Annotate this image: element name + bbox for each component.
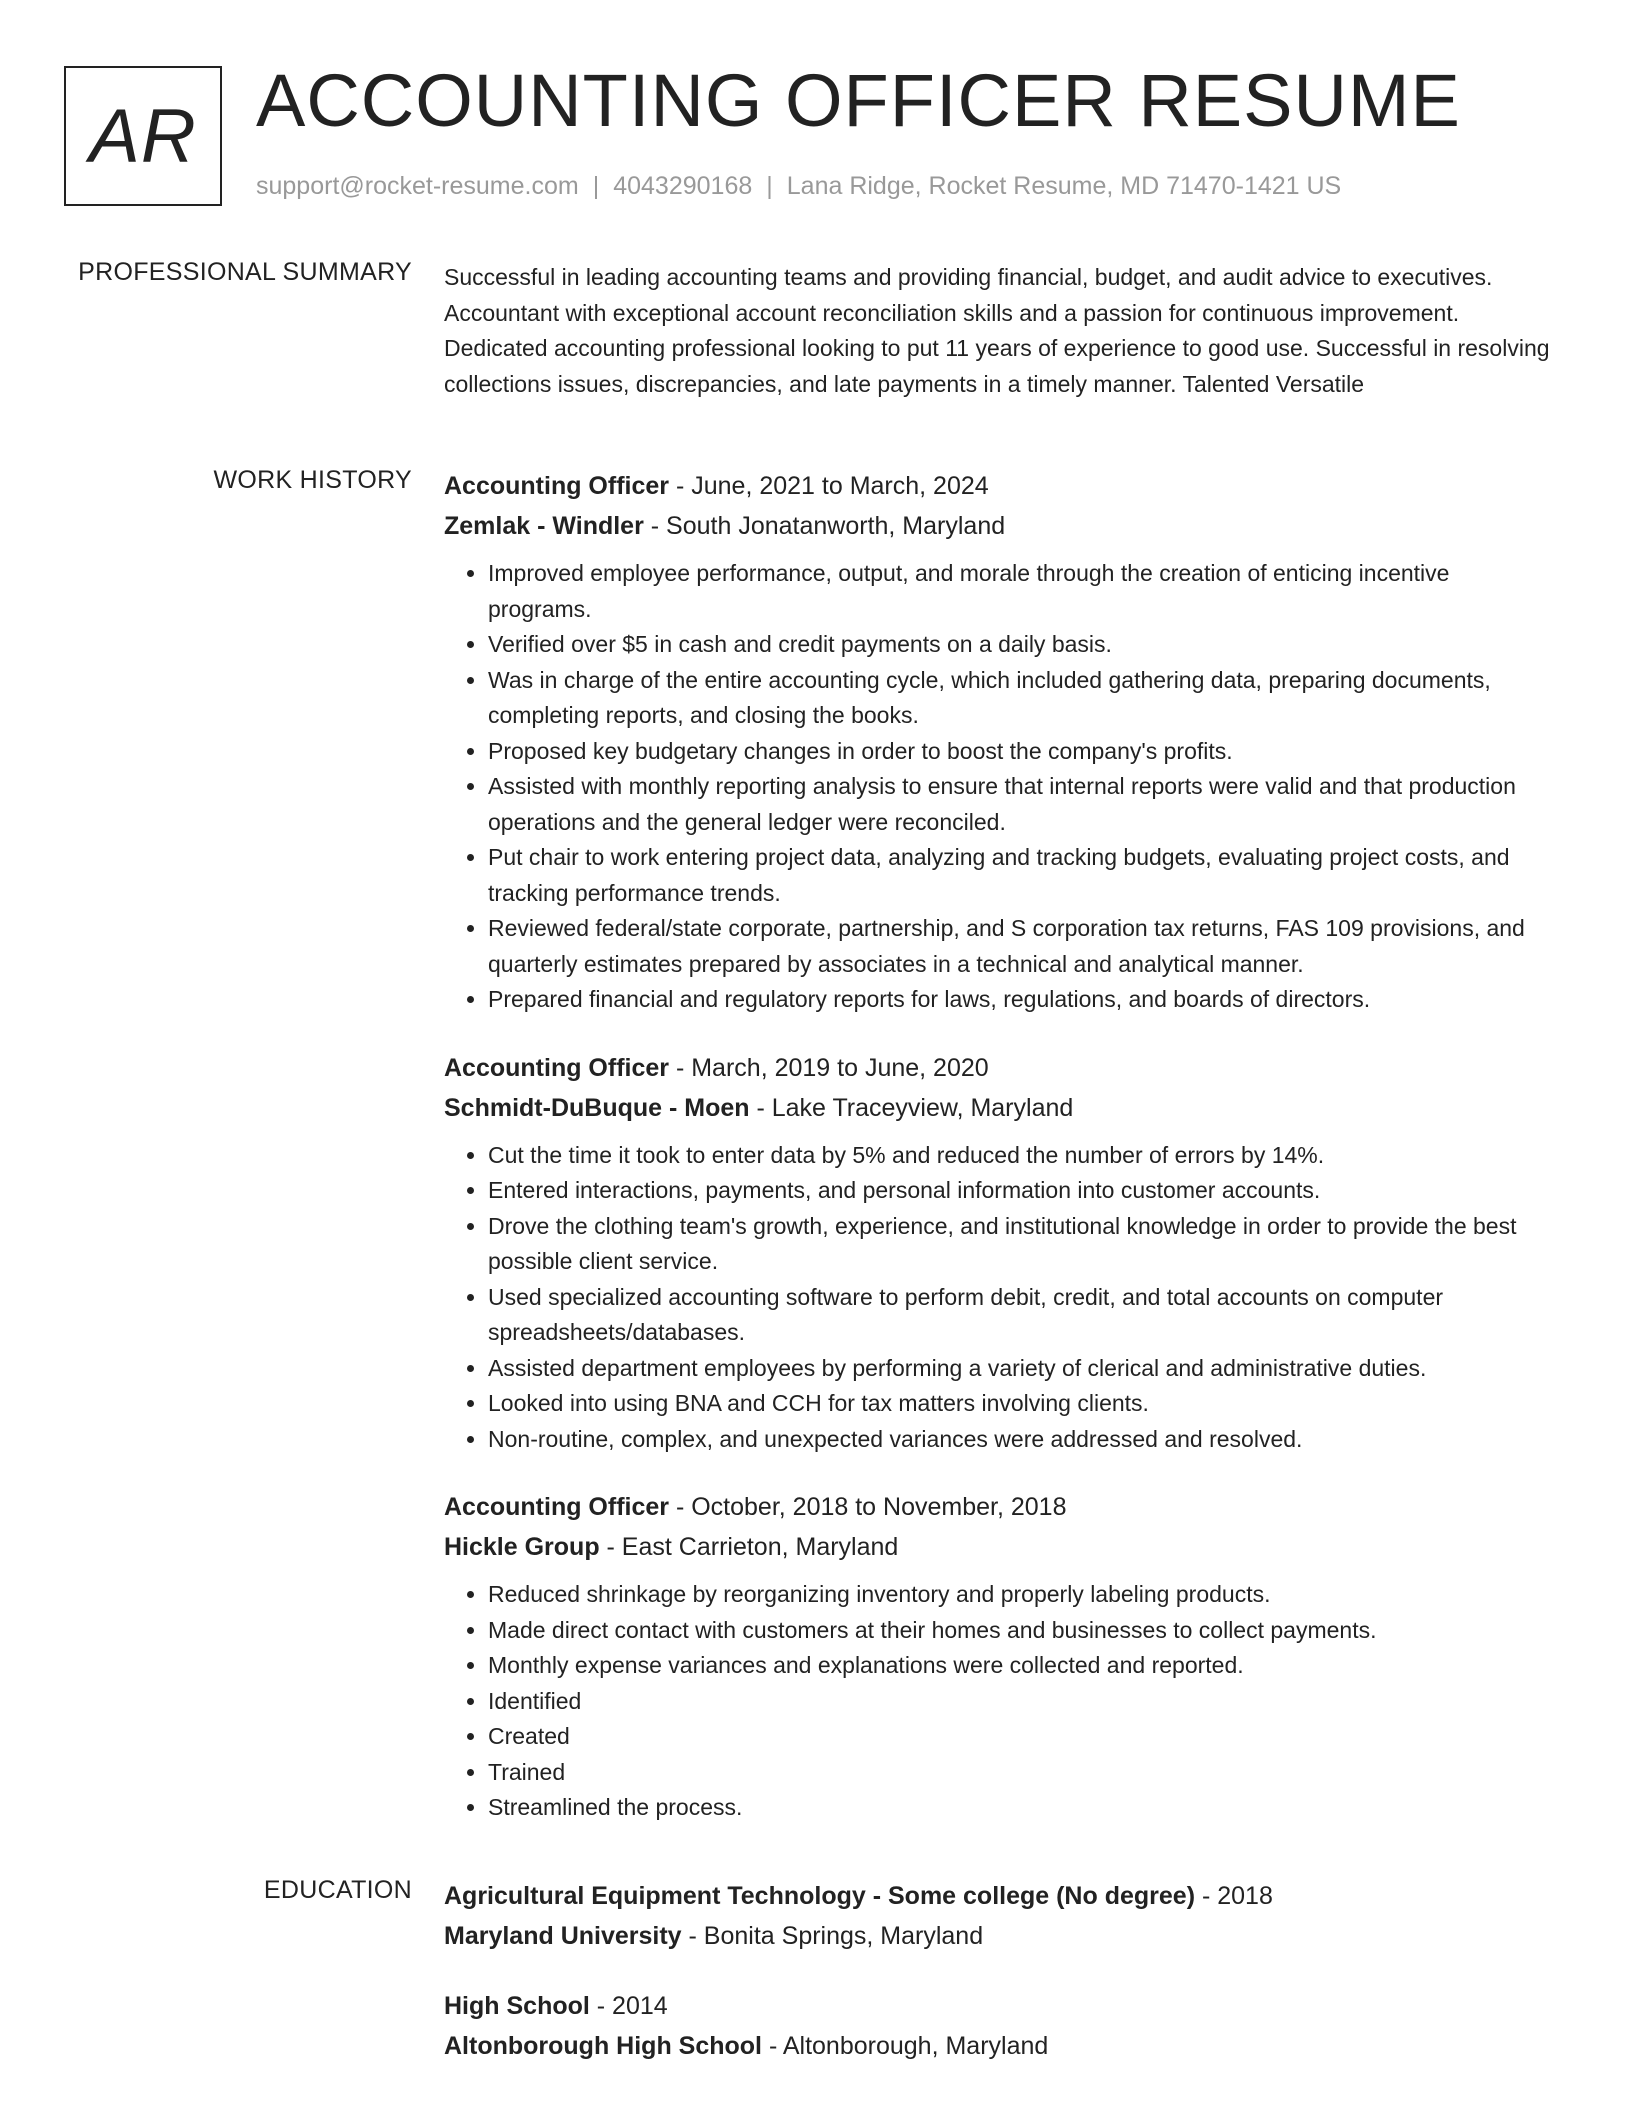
job-title: Accounting Officer xyxy=(444,1053,670,1082)
job-bullet: • Entered interactions, payments, and personal information into customer accounts. xyxy=(488,1173,1556,1209)
education-degree: Agricultural Equipment Technology - Some college (No degree) xyxy=(444,1882,1196,1910)
job-bullet: • Improved employee performance, output, and morale through the creation of enticing incentive programs. xyxy=(488,556,1556,627)
education-degree: High School xyxy=(444,1992,590,2020)
job-title: Accounting Officer xyxy=(444,472,670,500)
job-dates: - March, 2019 to June, 2020 xyxy=(669,1053,989,1082)
job-entry xyxy=(444,1487,1556,1826)
job-bullet: • Monthly expense variances and explanations were collected and reported. xyxy=(488,1648,1556,1684)
job-title-line xyxy=(444,466,1556,506)
job-bullet: • Reduced shrinkage by reorganizing inventory and properly labeling products. xyxy=(488,1577,1556,1613)
job-company: Zemlak - Windler xyxy=(444,512,644,540)
job-bullet: • Made direct contact with customers at their homes and businesses to collect payments. xyxy=(488,1613,1556,1649)
education-degree-line xyxy=(444,1876,1556,1916)
education-entry xyxy=(444,1986,1556,2066)
job-bullet: • Assisted department employees by performing a variety of clerical and administrative duties. xyxy=(488,1351,1556,1387)
monogram-logo: AR xyxy=(64,66,222,206)
contact-email: support@rocket-resume.com xyxy=(256,172,579,200)
section-label-education: EDUCATION xyxy=(263,1876,412,1904)
education-school-line xyxy=(444,2026,1556,2066)
section-label-work-history: WORK HISTORY xyxy=(213,466,412,494)
job-bullet: • Cut the time it took to enter data by 5% and reduced the number of errors by 14%. xyxy=(488,1138,1556,1174)
education-degree-line xyxy=(444,1986,1556,2026)
job-location: - South Jonatanworth, Maryland xyxy=(643,512,1006,540)
contact-separator: | xyxy=(766,172,773,200)
work-history-body xyxy=(444,466,1556,1856)
job-title-line xyxy=(444,1487,1556,1527)
job-bullet: • Streamlined the process. xyxy=(488,1790,1556,1826)
job-bullet: • Verified over $5 in cash and credit payments on a daily basis. xyxy=(488,627,1556,663)
job-bullet: • Reviewed federal/state corporate, partnership, and S corporation tax returns, FAS 109 provisions, and quarterly estimates prepared by associates in a technical and analytical manner. xyxy=(488,911,1556,982)
summary-text: Successful in leading accounting teams and providing financial, budget, and audit advice to executives. Accountant with exceptional account reconciliation skills and a passion for continuous improvement. Dedicated accounting professional looking to put 11 years of experience to good use. Successful in resolving collections issues, discrepancies, and late payments in a timely manner. Talented Versatile xyxy=(444,264,1550,397)
education-location: - Bonita Springs, Maryland xyxy=(681,1922,984,1950)
job-bullet: • Looked into using BNA and CCH for tax matters involving clients. xyxy=(488,1386,1556,1422)
job-location: - Lake Traceyview, Maryland xyxy=(749,1093,1074,1122)
job-bullet: • Non-routine, complex, and unexpected variances were addressed and resolved. xyxy=(488,1422,1556,1458)
job-bullet: • Drove the clothing team's growth, experience, and institutional knowledge in order to provide the best possible client service. xyxy=(488,1209,1556,1280)
education-school-line xyxy=(444,1916,1556,1956)
job-company: Hickle Group xyxy=(444,1533,600,1561)
job-bullet: • Identified xyxy=(488,1684,1556,1720)
job-bullets xyxy=(444,1577,1556,1826)
job-company: Schmidt-DuBuque - Moen xyxy=(444,1093,750,1122)
education-year: - 2018 xyxy=(1195,1882,1273,1910)
education-school: Maryland University xyxy=(444,1922,682,1950)
job-bullet: • Was in charge of the entire accounting cycle, which included gathering data, preparing documents, completing reports, and closing the books. xyxy=(488,663,1556,734)
job-dates: - June, 2021 to March, 2024 xyxy=(669,472,989,500)
job-bullet: • Put chair to work entering project data, analyzing and tracking budgets, evaluating project costs, and tracking performance trends. xyxy=(488,840,1556,911)
job-dates: - October, 2018 to November, 2018 xyxy=(669,1493,1067,1521)
job-entry xyxy=(444,1048,1556,1458)
contact-separator: | xyxy=(592,172,600,200)
job-company-line xyxy=(444,1088,1556,1128)
job-company-line xyxy=(444,1527,1556,1567)
contact-phone: 4043290168 xyxy=(613,172,753,200)
job-bullet: • Created xyxy=(488,1719,1556,1755)
education-entry xyxy=(444,1876,1556,1956)
job-bullet: • Trained xyxy=(488,1755,1556,1791)
education-location: - Altonborough, Maryland xyxy=(762,2032,1049,2060)
job-title-line xyxy=(444,1048,1556,1088)
job-entry xyxy=(444,466,1556,1018)
contact-address: Lana Ridge, Rocket Resume, MD 71470-1421 US xyxy=(786,172,1342,200)
job-bullet: • Prepared financial and regulatory reports for laws, regulations, and boards of directors. xyxy=(488,982,1556,1018)
job-bullet: • Used specialized accounting software to perform debit, credit, and total accounts on computer spreadsheets/databases. xyxy=(488,1280,1556,1351)
section-label-summary: PROFESSIONAL SUMMARY xyxy=(78,258,412,286)
job-company-line xyxy=(444,506,1556,546)
job-title: Accounting Officer xyxy=(444,1493,670,1521)
job-bullet: • Assisted with monthly reporting analysis to ensure that internal reports were valid and that production operations and the general ledger were reconciled. xyxy=(488,769,1556,840)
education-body xyxy=(444,1876,1556,2096)
job-bullets xyxy=(444,1138,1556,1458)
contact-line xyxy=(256,172,1341,201)
summary-body xyxy=(444,258,1556,402)
job-bullet: • Proposed key budgetary changes in order to boost the company's profits. xyxy=(488,734,1556,770)
education-year: - 2014 xyxy=(589,1992,668,2020)
education-school: Altonborough High School xyxy=(444,2032,762,2060)
page-title: ACCOUNTING OFFICER RESUME xyxy=(256,59,1461,142)
job-bullets xyxy=(444,556,1556,1018)
job-location: - East Carrieton, Maryland xyxy=(599,1533,899,1561)
